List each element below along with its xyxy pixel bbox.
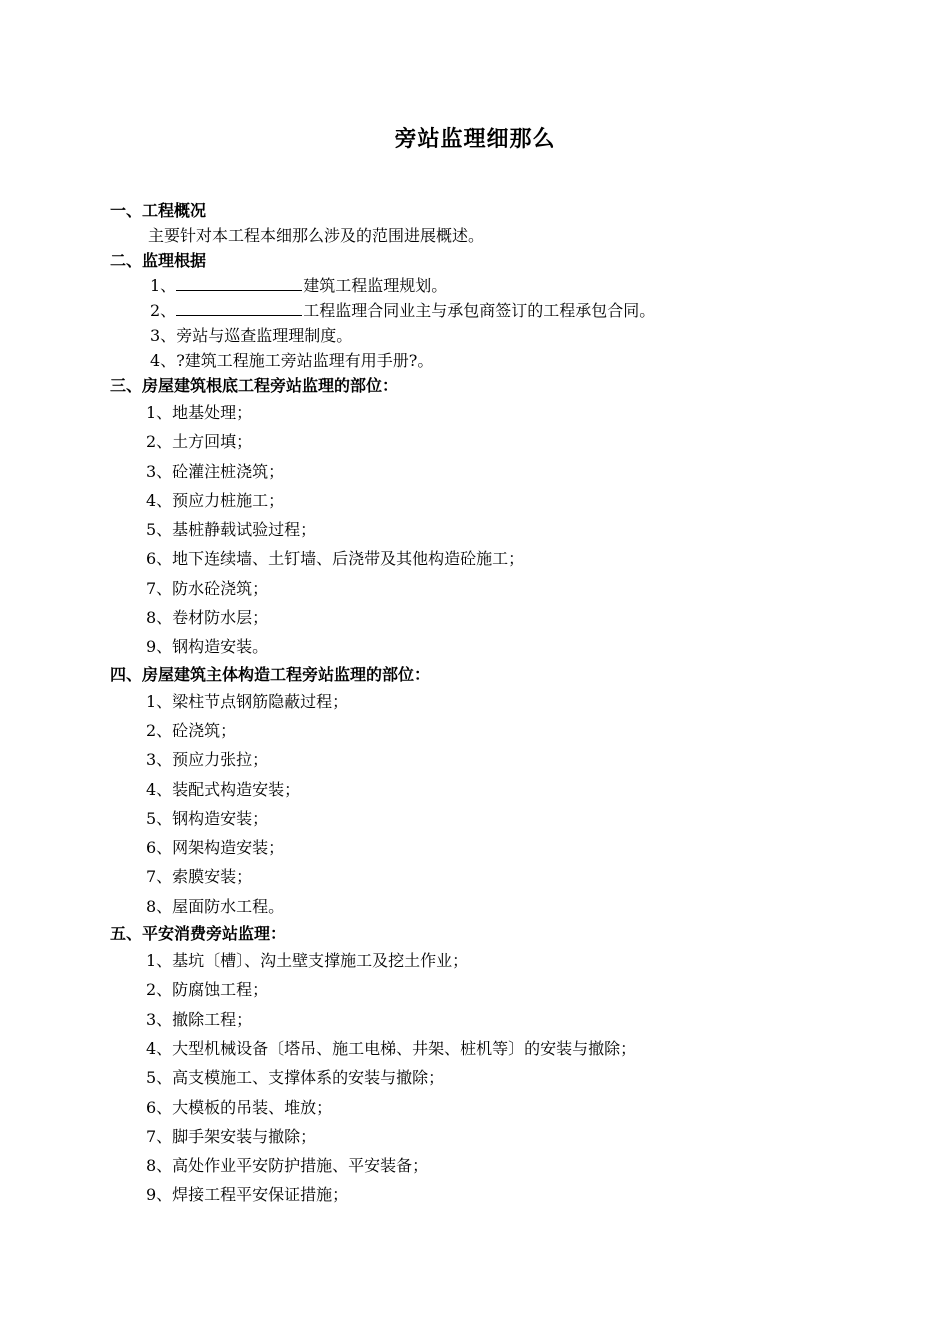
basis-item [110, 323, 870, 348]
list-item: 5、钢构造安装； [146, 808, 269, 828]
list-item: 2、土方回填； [146, 432, 253, 452]
list-item: 4、大型机械设备〔塔吊、施工电梯、井架、桩机等〕的安装与撤除； [146, 1038, 637, 1058]
basis-item-number: 4、 [150, 351, 177, 370]
fill-in-blank [176, 273, 302, 291]
list-item: 6、地下连续墙、土钉墙、后浇带及其他构造砼施工； [146, 549, 525, 569]
list-item: 8、高处作业平安防护措施、平安装备； [146, 1156, 429, 1176]
basis-item-number: 1、 [150, 276, 177, 295]
main-structure-list [110, 687, 870, 921]
foundation-list [110, 398, 870, 662]
section-heading-basis: 二、监理根据 [110, 251, 207, 270]
fill-in-blank [176, 298, 302, 316]
list-item: 8、屋面防水工程。 [146, 896, 285, 916]
list-item: 7、索膜安装； [146, 867, 253, 887]
list-item: 2、防腐蚀工程； [146, 980, 269, 1000]
list-item: 3、预应力张拉； [146, 750, 269, 770]
basis-item [110, 348, 870, 373]
list-item: 3、砼灌注桩浇筑； [146, 461, 285, 481]
list-item: 1、梁柱节点钢筋隐蔽过程； [146, 691, 349, 711]
list-item: 2、砼浇筑； [146, 720, 237, 740]
basis-item-text: 旁站与巡查监理理制度。 [176, 326, 353, 345]
list-item: 1、基坑〔槽〕、沟土壁支撑施工及挖土作业； [146, 951, 469, 971]
document-title: 旁站监理细那么 [394, 127, 556, 152]
basis-item-text: 工程监理合同业主与承包商签订的工程承包合同。 [303, 301, 656, 320]
list-item: 5、基桩静载试验过程； [146, 520, 317, 540]
basis-item-number: 2、 [150, 301, 177, 320]
list-item: 8、卷材防水层； [146, 608, 269, 628]
list-item: 7、防水砼浇筑； [146, 578, 269, 598]
overview-text: 主要针对本工程本细那么涉及的范围进展概述。 [148, 226, 485, 245]
list-item: 5、高支模施工、支撑体系的安装与撤除； [146, 1068, 445, 1088]
basis-item [110, 273, 870, 298]
list-item: 4、预应力桩施工； [146, 490, 285, 510]
basis-item-text: 建筑工程监理规划。 [303, 276, 448, 295]
section-heading-main-structure: 四、房屋建筑主体构造工程旁站监理的部位： [110, 664, 431, 684]
list-item: 4、装配式构造安装； [146, 779, 301, 799]
list-item: 6、网架构造安装； [146, 838, 285, 858]
section-heading-safety: 五、平安消费旁站监理： [110, 924, 287, 944]
safety-list [110, 946, 870, 1210]
basis-item-text: ?建筑工程施工旁站监理有用手册?。 [176, 351, 434, 370]
list-item: 3、撤除工程； [146, 1009, 253, 1029]
basis-item [110, 298, 870, 323]
list-item: 6、大模板的吊装、堆放； [146, 1097, 333, 1117]
list-item: 9、焊接工程平安保证措施； [146, 1185, 349, 1205]
document-body [110, 198, 870, 1210]
section-heading-foundation: 三、房屋建筑根底工程旁站监理的部位： [110, 376, 399, 395]
list-item: 9、钢构造安装。 [146, 637, 269, 657]
list-item: 7、脚手架安装与撤除； [146, 1126, 317, 1146]
section-heading-overview: 一、工程概况 [110, 201, 207, 220]
list-item: 1、地基处理； [146, 403, 253, 422]
basis-item-number: 3、 [150, 326, 177, 345]
